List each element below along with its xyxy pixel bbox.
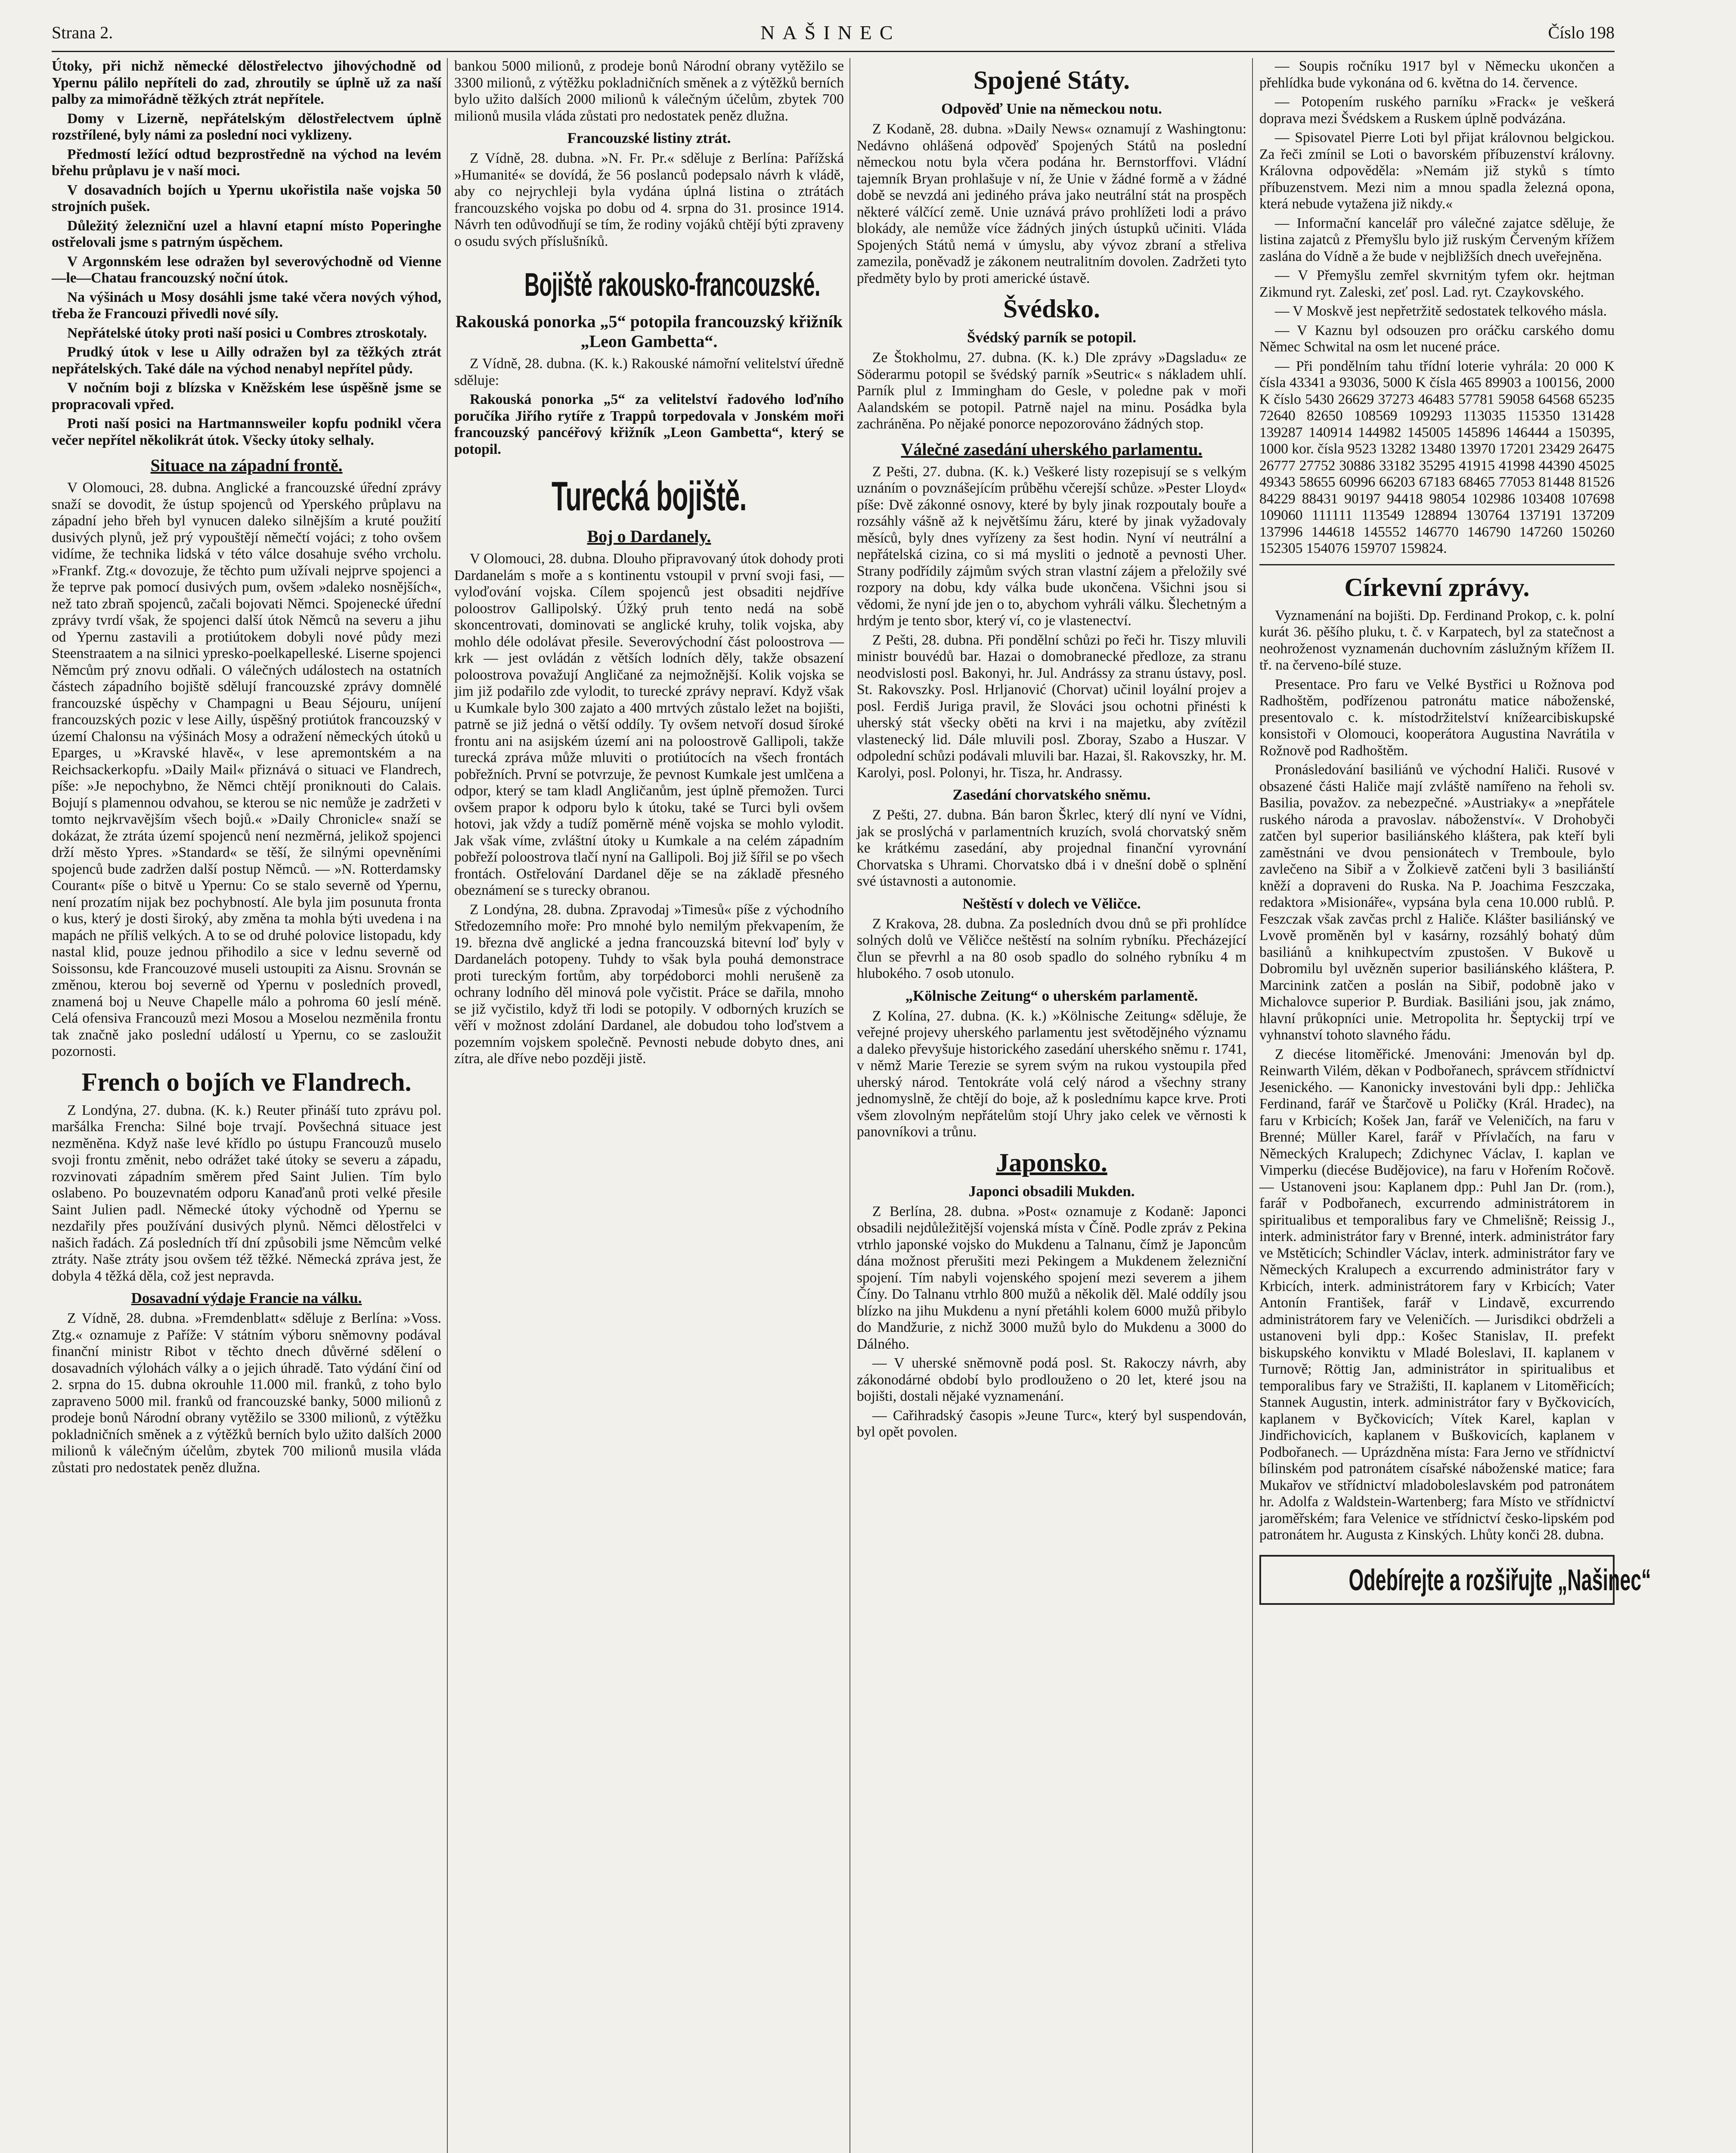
article-body: Z Pešti, 28. dubna. Při pondělní schůzi po řeči hr. Tiszy mluvili ministr bouvédů bar. Hazai o domobranecké předloze, za stranu neodvislosti posl. Bakonyi, hr. Jul. Andrássy za stranu ústavy, posl. St. Rakovszky. Posl. Hrljanović (Chorvat) učinil loyální projev a posl. Ferdiš Juriga pravil, že Slováci jsou ochotni přinésti k uherský stát všecky oběti na krvi i na majetku, aby zvítězil vlastenecký lid. Dále mluvili posl. Zboray, Szabo a Huszar. V odpolední schůzi podávali mluvili bar. Hazai, šl. Rakovszky, hr. M. Karolyi, posl. Polonyi, hr. Tisza, hr. Andrassy. [857,632,1246,781]
news-item: — Cařihradský časopis »Jeune Turc«, který byl suspendován, byl opět povolen. [857,1407,1246,1440]
article-body: Z diecése litoměřické. Jmenováni: Jmenován byl dp. Reinwarth Vilém, děkan v Podbořanech, správcem střídnictví Jesenického. — Kanonicky investováni byli dpp.: Jehlička Ferdinand, farář ve Štarčově u Poličky (Král. Hradec), na faru v Krbicích; Košek Jan, farář ve Veleničích, na faru v Brenné; Müller Karel, farář v Přívlačích, na faru v Německých Kralupech; Zdichynec Václav, I. kaplan ve Vimperku (diecése Budějovice), na faru v Hořením Ročově. — Ustanoveni jsou: Kaplanem dpp.: Puhl Jan Dr. (rom.), farář v Podbořanech, excurrendo administrátorem in spiritualibus et temporalibus fary ve Chmelišně; Reissig J., interk. administrátor fary v Brenné, interk. administrátor fary ve Mstěticích; Schindler Václav, interk. administrátor fary ve Německých Kralupech a excurrendo administrátor fary v Krbicích, interk. administrátorem fary v Krbicích; Vater Antonín František, farář v Lindavě, excurrendo administrátorem fary ve Veleničích. — Jurisdikci obdrželi a ustanoveni byli dpp.: Košec Stanislav, II. prefekt biskupského konviktu v Mladé Boleslavi, II. kaplanem v Turnově; Röttig Jan, administrátor in spiritualibus et temporalibus fary ve Stražišti, II. kaplanem v Litoměřicích; Stannek Augustin, interk. administrátor fary v Byčkovicích, kaplanem v Byčkovicích; Vítek Karel, kaplan v Jindřichovicích, kaplanem v Buškovicích, kaplanem v Podbořanech. — Uprázdněna místa: Fara Jerno ve střídnictví bílinském pod patronátem císařské náboženské matice; fara Mukařov ve střídnictví mladoboleslavském pod patronátem hr. Adolfa z Waldstein-Wartenberg; fara Místo ve střídnictví jaroměřském; fara Velenice ve střídnictví česko-lipském pod patronátem hr. Augusta z Kinských. Lhůty konči 28. dubna. [1259,1046,1615,1543]
article-body: V Olomouci, 28. dubna. Dlouho připravovaný útok dohody proti Dardanelám s moře a s kontinentu vstoupil v první svoji fasi, — vyloďování vojska. Cílem spojenců jest obsaditi nejdříve poloostrov Gallipolský. Úžký pruh tento nedá na sobě skoncentrovati, dominovati se anglické kruhy, tolik vojska, aby mohlo déle odolávat přesile. Severovýchodní část poloostrova — krk — jest ovládán z větších lodních děly, takže obsazení poloostrova považují Angličané za nejmožnější. Kolik vojska se jim již podařilo zde vylodit, to turecké zprávy nepraví. Když však u Kumkale bylo 300 zajato a 400 mrtvých zůstalo ležet na bojišti, patrně se již jedná o větší oddíly. Ty ovšem netvoří dosud šíroké frontu ani na asijském území ani na poloostrově Gallipoli, takže turecká zpráva může mluviti o protiútocích na všech frontách pobřežních. První se potvrzuje, že pevnost Kumkale jest umlčena a odpor, který se tam kladl Angličanům, jest úplně přemožen. Turci ovšem prapor k odporu bylo k útoku, také se Turci byli ovšem hotovi, jak vždy a tudíž poměrně méně vojska se mohlo vylodit. Jak však víme, zvláštní útoky u Kumkale a na celém západním pobřeží poloostrova tlačí nyní na Gallipoli. Boj již šířil se po všech frontách. Ostřelování Dardanel děje se na základě přesného obeznámení se s turecky obranou. [454,551,844,898]
news-item: — Soupis ročníku 1917 byl v Německu ukončen a přehlídka bude vykonána od 6. května do 14. července. [1259,58,1615,91]
section-heading: Spojené Státy. [973,66,1130,94]
article-body: Presentace. Pro faru ve Velké Bystřici u Rožnova pod Radhoštěm, podřízenou patronátu matice náboženské, presentovalo c. k. místodržitelství knížearcibiskupské konsistoři v Olomouci, kooperátora Augustina Navrátila v Rožnově pod Radhoštěm. [1259,676,1615,759]
article-heading: Japonci obsadili Mukden. [968,1182,1135,1200]
column-3 [857,58,1246,2153]
paragraph: Na výšinách u Mosy dosáhli jsme také včera nových výhod, třeba že Francouzi přivedli nové síly. [52,289,441,322]
article-body: Vyznamenání na bojišti. Dp. Ferdinand Prokop, c. k. polní kurát 36. pěšího pluku, t. č. v Karpatech, byl za statečnost a neohroženost vyznamenán duchovním záslužným křížem II. tř. na červeno-bílé stuze. [1259,607,1615,673]
section-heading: Japonsko. [996,1148,1107,1177]
article-heading: Zasedání chorvatského sněmu. [952,786,1151,803]
paragraph: V nočním boji z blízska v Kněžském lese úspěšně jsme se propracovali vpřed. [52,380,441,413]
paragraph: Nepřátelské útoky proti naší posici u Combres ztroskotaly. [67,325,427,341]
news-item: — Spisovatel Pierre Loti byl přijat královnou belgickou. Za řeči zmínil se Loti o bavorském příbuzenství královny. Královna odpověděla: »Nemám již styků s tímto příbuzenstvem. Mezi nim a mnou spadla železná opona, která nebude vytažena již nikdy.« [1259,130,1615,212]
column-rule [849,58,850,2153]
news-item: — Potopením ruského parníku »Frack« je veškerá doprava mezi Švédskem a Ruskem úplně podvázána. [1259,94,1615,127]
header-rule [52,51,1615,52]
article-body: Ze Štokholmu, 27. dubna. (K. k.) Dle zprávy »Dagsladu« ze Söderarmu potopil se švédský parník »Seutric« s nákladem uhlí. Parník plul z Immingham do Gesle, v poledne pak v moři Aalandském se potopil. Patrně najel na minu. Posádka byla zachráněna. Po nějaké ponorce nepozorováno žádných stop. [857,350,1246,432]
page-header [52,17,1615,47]
paragraph: V Argonnském lese odražen byl severovýchodně od Vienne—le—Chatau francouzský noční útok. [52,253,441,286]
divider [1259,564,1615,565]
article-body: Z Vídně, 28. dubna. »N. Fr. Pr.« sděluje z Berlína: Pařížská »Humanité« se dovídá, že 56 poslanců podepsalo návrh k vládě, aby co nejrychleji byla vydána úplná listina o ztrátách francouzského vojska po dobu od 4. srpna do 31. prosince 1914. Návrh ten odůvodňují se tím, že rodiny vojáků chtějí býti zpraveny o osudu svých příslušníků. [454,150,844,249]
section-heading: Církevní zprávy. [1344,573,1530,602]
paragraph: V dosavadních bojích u Ypernu ukořistila naše vojska 50 strojních pušek. [52,182,441,214]
section-banner: Bojiště rakousko-francouzské. [524,267,820,303]
news-item: — V Moskvě jest nepřetržitě sedostatek telkového másla. [1275,303,1607,319]
newspaper-title: NAŠINEC [760,21,901,43]
columns [52,58,1651,2153]
section-heading: Švédsko. [1003,295,1100,323]
paragraph: Domy v Lizerně, nepřátelským dělostřelectvem úplně rozstřílené, byly námi za poslední noci vyklizeny. [52,110,441,143]
article-body: Z Londýna, 27. dubna. (K. k.) Reuter přináší tuto zprávu pol. maršálka Frencha: Silné boje trvají. Povšechná situace jest nezměněna. Když naše levé křídlo po ústupu Francouzů muselo svoji frontu změnit, nebo odrážet také útoky se severu a západu, rozvinovati západním směrem před Saint Julien. Tím bylo oslabeno. Po bouzevnatém odporu Kanaďanů proti velké přesile Saint Julien padl. Německé útoky východně od Ypernu se nezdařily přes používání dusivých plynů. Němci dělostřelci v našich řadách. Zá posledních tří dní způsobili jsme Němcům velké ztráty. Naše ztráty jsou ovšem též těžké. Německá zpráva jest, že dobyla 4 těžká děla, což jest nepravda. [52,1102,441,1284]
column-1 [52,58,441,2153]
article-body: Z Pešti, 27. dubna. Bán baron Škrlec, který dlí nyní ve Vídni, jak se proslýchá v parlamentních kruzích, svolá chorvatský sněm ke krátkému zasedání, aby projednal finanční vyrovnání Chorvatska s Uhrami. Chorvatsko dbá i v dnešní době o splnění své ústavnosti a autonomie. [857,807,1246,889]
news-item: — V Kaznu byl odsouzen pro oráčku carského domu Němec Schwital na osm let nucené práce. [1259,322,1615,355]
article-body: Z Berlína, 28. dubna. »Post« oznamuje z Kodaně: Japonci obsadili nejdůležitější vojenská místa v Číně. Podle zpráv z Pekina vtrhlo japonské vojsko do Mukdenu a Talnanu, čímž je Japoncům dána možnost přerušiti mezi Pekingem a Mukdenem železniční spojení. Tím nabyli vojenského spojení mezi severem a jihem Číny. Do Talnanu vtrhlo 800 mužů a několik děl. Malé oddíly jsou blízko na jihu Mukdenu a nyní přetáhli kolem 6000 mužů přibylo do Mandžurie, z nichž 3000 mužů bylo do Mukdenu a 3000 do Dálného. [857,1203,1246,1352]
article-heading: French o bojích ve Flandrech. [81,1067,412,1096]
article-heading: Rakouská ponorka „5“ potopila francouzský křižník „Leon Gambetta“. [455,312,843,351]
article-body: Z Pešti, 27. dubna. (K. k.) Veškeré listy rozepisují se s velkým uznáním o povznášejícím průběhu včerejší schůze. »Pester Lloyd« píše: Dvě zákonné osnovy, které by byly jinak rozpoutaly bouře a rozsáhly vášně až k největšímu žáru, které by jinak vyžadovaly měsíců, byly dnes vyřízeny za šest hodin. Nyní ví neutrální a nepřátelská cizina, co si má mysliti o jednotě a pevnosti Uher. Strany podřídily zájmům svých stran vlastní zájem a přeložily své rozpory na dobu, kdy válka bude ukončena. Všichni jsou si vědomi, že nyní jde jen o to, abychom vyhráli válku. Šlechetným a hrdým je tento sbor, který ví, co je vlastenectví. [857,463,1246,629]
paragraph: Proti naší posici na Hartmannsweiler kopfu podnikl včera večer nepřítel několikrát útok. Všecky útoky selhaly. [52,416,441,448]
article-body: V Olomouci, 28. dubna. Anglické a francouzské úřední zprávy snaží se dovodit, že ústup spojenců od Yperského průplavu na západní jeho břeh byl vynucen daleko silnějším a kruté použití dusivých plynů, jež prý vypouštějí němečtí vojáci; z toho ovšem vidíme, že technika lidská v této válce dosahuje svého vrcholu. »Frankf. Ztg.« dovozuje, že těchto pum užívali nejprve spojenci a že teprve pak pomocí dusivých pum, ovšem »daleko nosnějších«, než tato zbraň spojenců, začali bojovati Němci. Spojenecké úřední zprávy tvrdí však, že spojenci další útok Němců na severu a jihu od Ypernu zastavili a protiútokem dobyli nové půdy mezi Steenstraatem a na silnici ypresko-poelkapelleské. Liserne spojenci Němcům prý znovu odňali. O válečných událostech na ostatních částech západního bojiště sdělují francouzské zprávy domnělé francouzské úspěchy v Champagni u Beau Séjouru, uníjení francouzských pozic v lese Ailly, úspěšný protiútok francouzský v území Chalonsu na výšinách Mosy a odražení německých útoků u Eparges, u »Kravské hlavě«, v lese apremontském a na Reichsackerkopfu. »Daily Mail« přiznává o situaci ve Flandrech, píše: »Je nepochybno, že Němci chtějí proniknouti do Calais. Bojují s plamennou odvahou, se kterou se nic nemůže je zadržeti v tomto nejkrvavějším všech bojů.« »Daily Chronicle« snaží se dokázat, že ztráta území spojenců není nezměrná, jelikož spojenci drží město Ypres. »Standard« se těší, že silnými opevněními spojenců bude zadržen další postup Němců. — »N. Rotterdamsky Courant« píše o bitvě u Ypernu: Co se stalo severně od Ypernu, není prozatím nijak bez pochybností. Ale byla jim posunuta fronta o kus, který je dosti široký, aby změna ta mohla býti uvedena i na mapách ne příliš velkých. A to se od druhé polovice listopadu, kdy nastal klid, pouze jednou přihodilo a sice v lednu severně od Soissonsu, kde Francouzové museli ustoupiti za Aisnu. Srovnán se změnou, kterou boj severně od Ypernu v posledních provedl, znamená boj u Neuve Chapelle málo a pohroma 60 jeslí méně. Celá ofensiva Francouzů mezi Mosou a Moselou nezměnila frontu tak značně jako poslední událostí u Ypernu, co se zasloužit pozornosti. [52,480,441,1059]
article-body: Pronásledování basiliánů ve východní Haliči. Rusové v obsazené části Haliče mají zvláště namířeno na řeholi sv. Basilia, považov. za nebezpečné. »Austriaky« a »nepřátele ruského národa a pravoslav. náboženství«. V Drohobyči zatčen byl superior basiliánského kláštera, pak kteří byli zaměstnáni ve dvou pensionátech v Tremboule, bylo zavlečeno na Sibiř a v Žolkievě zatčeni byli 3 basiliánští kněží a dopraveni do Ruska. Na P. Joachima Feszczaka, redaktora »Misionáře«, vypsána byla cena 10.000 rublů. P. Feszczak však zavčas prchl z Haliče. Klášter basiliánský ve Lvově proměněn byl v kasárny, rozsáhlý bohatý dům basiliánů a knihkupectvím zpustošen. V Bukově u Dobromilu byl uvězněn superior basiliánského kláštera, P. Marcinink zatčen a poslán na Sibiř, podobně jako v Michalovce superior P. Burdiak. Basiliáni jsou, jak známo, hlavní průkopníci unie. Metropolita hr. Šeptyckij trpí ve vyhnanství tohoto slavného řádu. [1259,762,1615,1043]
news-item: — V uherské sněmovně podá posl. St. Rakoczy návrh, aby zákonodárné období bylo prodlouženo o 20 let, které jsou na bojišti, dostali nějaké vyznamenání. [857,1355,1246,1404]
article-body: Z Londýna, 28. dubna. Zpravodaj »Timesů« píše z východního Středozemního moře: Pro mnohé bylo nemilým překvapením, že 19. března dvě anglické a jedna francouzská bitevní loď byly v Dardanelách potopeny. Tuhdy to však byla pouhá demonstrace proti tureckým fortům, aby torpédoborci mohli nerušeně za ochrany lodního děl minová pole vyčistit. Práce se dařila, mnoho se již vyčistilo, když tři lodi se potopily. V odborných kruzích se věří v možnost zdolání Dardanel, ale dobudou toho loďstvem a pozemním vojskem společně. Pevnosti nebude dobyto dnes, ani zítra, ale dříve nebo později jistě. [454,901,844,1067]
lottery-results: — Při pondělním tahu třídní loterie vyhrála: 20 000 K čísla 43341 a 93036, 5000 K čísla 465 89903 a 100156, 2000 K číslo 5430 26629 37273 46483 57781 59058 64568 65235 72640 82650 108569 109293 113035 115350 131428 139287 140914 144982 145005 145896 146444 a 150395, 1000 kor. čísla 9523 13282 13480 13970 17201 23429 26475 26777 27752 30886 33182 35295 41915 41998 44390 45025 49343 58655 60996 66203 67183 68465 77053 81448 81526 84229 88431 90197 94418 98054 102986 103408 107698 109060 111111 113549 128894 130764 137191 137209 137996 144618 145552 146770 146790 147260 150260 152305 154076 159707 159824. [1259,358,1615,556]
article-body: Z Vídně, 28. dubna. »Fremdenblatt« sděluje z Berlína: »Voss. Ztg.« oznamuje z Paříže: V státním výboru sněmovny podával finanční ministr Ribot v těchto dnech důvěrné sdělení o dosavadních výlohách války a o jejich úhradě. Tato výdání činí od 2. srpna do 15. dubna okrouhle 11.000 mil. franků, z toho bylo zapraveno 5000 mil. franků od francouzské banky, 5000 milionů z prodeje bonů Národní obrany vytěžilo se 3300 milionů, z výtěžku pokladničních směnek a z výtěžků berních bylo užito dalších 2000 milionů k válečným účelům, zbytek 700 milionů musila vláda zůstati pro nedostatek peněz dlužna. [52,1310,441,1476]
column-rule [447,58,448,2153]
paragraph: Důležitý železniční uzel a hlavní etapní místo Poperinghe ostřelovali jsme s patrným úspěchem. [52,217,441,250]
article-heading: Boj o Dardanely. [587,527,711,546]
paragraph: Prudký útok v lese u Ailly odražen byl za těžkých ztrát nepřátelských. Také dále na východ nenabyl nepřítel půdy. [52,344,441,377]
article-heading: Švédský parník se potopil. [967,329,1136,346]
article-body: Z Vídně, 28. dubna. (K. k.) Rakouské námořní velitelství úředně sděluje: [454,356,844,388]
article-heading: Francouzské listiny ztrát. [567,130,731,146]
article-body: Z Kodaně, 28. dubna. »Daily News« oznamují z Washingtonu: Nedávno ohlášená odpověď Spojených Států na poslední německou notu byla včera podána hr. Bernstorffovi. Vládní tajemník Bryan prohlašuje v ní, že Unie v žádné formě a v žádné době se nevzdá ani jediného práva jako neutrální stát na prospěch některé válčící země. Unie uznává právo prohlížeti lodi a právo blokády, ale nemůže více žádných jiných ústupků učiniti. Vláda Spojených Států nemá v úmyslu, aby vývoz zbraní a střeliva zamezila, poněvadž je zákonem neutralitním dovolen. Zadržeti tyto předměty bylo by proti americké ústavě. [857,121,1246,286]
paragraph: Útoky, při nichž německé dělostřelectvo jihovýchodně od Ypernu pálilo nepříteli do zad, zhroutily se úplně už za naší palby za mimořádně těžkých ztrát nepřítele. [52,58,441,107]
column-2 [454,58,844,2153]
subscription-box [1259,1555,1651,1605]
article-heading: Neštěstí v dolech ve Věličce. [962,895,1141,912]
article-heading: „Kölnische Zeitung“ o uherském parlamentě. [905,987,1198,1004]
article-heading: Situace na západní frontě. [150,456,343,475]
article-body: bankou 5000 milionů, z prodeje bonů Národní obrany vytěžilo se 3300 milionů, z výtěžku pokladničních směnek a z výtěžků berních bylo užito dalších 2000 milionů k válečným účelům, zbytek 700 milionů musila vláda zůstati pro nedostatek peněz dlužna. [454,58,844,124]
article-body: Z Kolína, 27. dubna. (K. k.) »Kölnische Zeitung« sděluje, že veřejné projevy uherského parlamentu jest světodějného významu a daleko převyšuje historického zasedání uherského sněmu r. 1741, v němž Marie Terezie se syrem svým na rukou vystoupila před uherský národ. Tentokráte volá celý národ a všechny strany jednomyslně, že chtějí do boje, až k poslednímu kapce krve. Proti všem zlovolným nepřátelům stojí Uhry jako celek ve věrnosti k panovníkovi a trůnu. [857,1008,1246,1140]
paragraph: Předmostí ležící odtud bezprostředně na východ na levém břehu průplavu je v naší moci. [52,146,441,179]
article-heading: Odpověď Unie na německou notu. [941,100,1162,117]
issue-number: Číslo 198 [1548,22,1615,42]
news-item: — Informační kancelář pro válečné zajatce sděluje, že listina zajatců z Přemyšlu bylo již ruským Červeným křížem zaslána do Vídně a že bude v nejbližších dnech uveřejněna. [1259,215,1615,264]
page-number: Strana 2. [52,22,113,42]
article-body: Rakouská ponorka „5“ za velitelství řadového loďního poručíka Jiřího rytíře z Trappů torpedovala v Jonském moři francouzský pancéřový křižník „Leon Gambetta“, který se potopil. [454,391,844,457]
section-banner: Turecká bojiště. [552,473,747,519]
news-item: — V Přemyšlu zemřel skvrnitým tyfem okr. hejtman Zikmund ryt. Zaleski, zeť posl. Lad. ryt. Czaykovského. [1259,267,1615,300]
column-4 [1259,58,1651,2153]
column-rule [1252,58,1253,2153]
article-body: Z Krakova, 28. dubna. Za posledních dvou dnů se při prohlídce solných dolů ve Věličce neštěstí na solním rybníku. Přecházející člun se převrhl a na 80 osob spadlo do solného rybníku 4 m hlubokého. 7 osob utonulo. [857,915,1246,981]
subscription-slogan: Odebírejte a rozšiřujte „Našinec“ [1348,1563,1651,1597]
article-heading: Válečné zasedání uherského parlamentu. [901,439,1203,459]
article-heading: Dosavadní výdaje Francie na válku. [131,1290,362,1306]
